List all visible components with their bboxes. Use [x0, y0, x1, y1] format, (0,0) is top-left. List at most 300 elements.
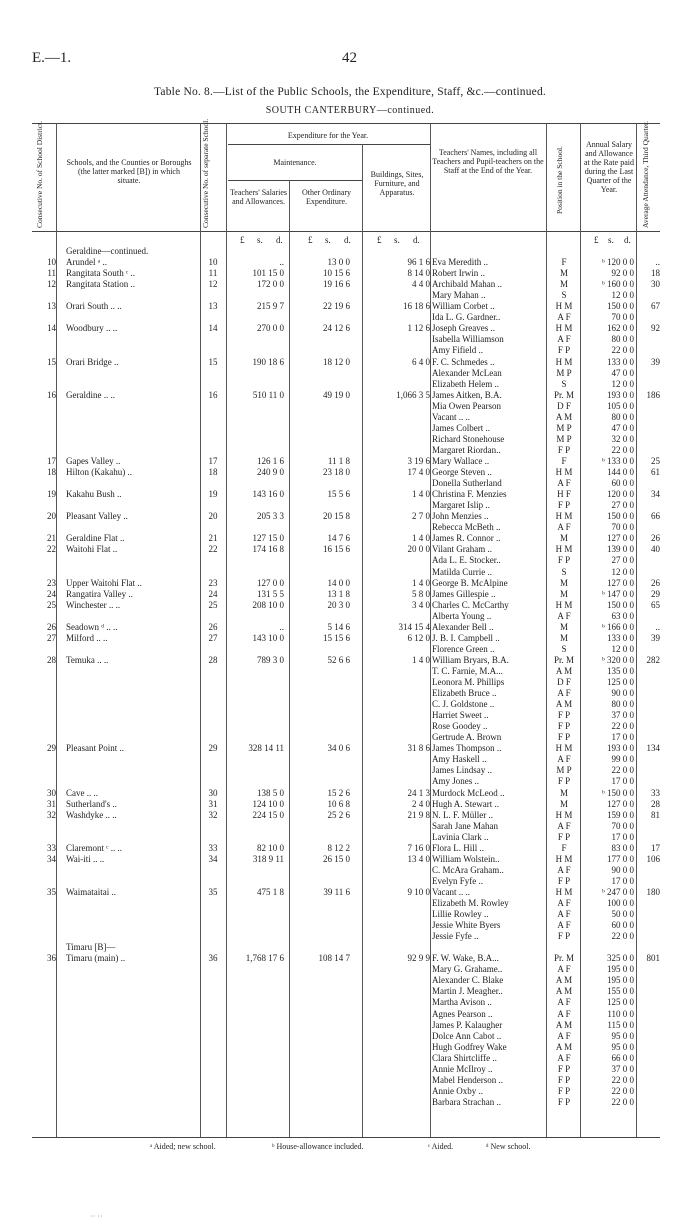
table-row [32, 600, 660, 611]
annual-salary: 66 0 0 [611, 1052, 634, 1063]
teacher-name: Rebecca McBeth .. [432, 522, 501, 533]
separate-school-number: 29 [208, 743, 218, 754]
separate-school-number: 19 [208, 489, 218, 500]
teacher-name: Elizabeth Bruce .. [432, 688, 497, 698]
table-row [32, 1086, 660, 1097]
annual-salary: 60 0 0 [611, 478, 634, 489]
row-number: 15 [47, 356, 56, 367]
position: M [559, 268, 568, 279]
position: A M [555, 1019, 573, 1030]
other-expenditure: 13 0 0 [327, 257, 350, 268]
other-expenditure: 19 16 6 [323, 279, 350, 290]
unit-oth-shilling: s. [325, 235, 331, 245]
teacher-name: Amy Haskell .. [432, 754, 487, 765]
table-row [32, 854, 660, 865]
teachers-salaries: 143 16 0 [252, 489, 284, 500]
teacher-name: Annie McIlroy .. [432, 1063, 493, 1074]
position: Pr. M [553, 953, 574, 964]
table-row [32, 555, 660, 566]
teacher-name: Hugh A. Stewart .. [432, 798, 499, 809]
position: F [561, 842, 567, 853]
position: M P [556, 433, 572, 444]
table-row [32, 788, 660, 799]
teacher-name: Gertrude A. Brown [432, 732, 502, 743]
annual-salary: 22 0 0 [611, 721, 634, 732]
teachers-salaries: 510 11 0 [252, 389, 284, 400]
buildings-expenditure: 1 4 0 [412, 577, 430, 588]
buildings-expenditure: 4 4 0 [412, 279, 430, 290]
table-row [32, 423, 660, 434]
average-attendance: 28 [651, 798, 660, 809]
table-bottom-rule [32, 1137, 660, 1138]
average-attendance: 17 [651, 842, 660, 853]
average-attendance: 65 [651, 599, 660, 610]
table-row [32, 567, 660, 578]
table-row [32, 644, 660, 655]
annual-salary: 150 0 0 [607, 301, 634, 312]
buildings-expenditure: 1 4 0 [412, 654, 430, 665]
teachers-salaries: 143 10 0 [252, 632, 284, 643]
teacher-name: Matilda Currie .. [432, 566, 492, 577]
teachers-salaries: 124 10 0 [252, 798, 284, 809]
other-expenditure: 20 15 8 [323, 511, 350, 522]
position: H M [555, 356, 573, 367]
annual-salary: 195 0 0 [607, 964, 634, 975]
buildings-expenditure: 1 4 0 [412, 533, 430, 544]
position: M [559, 632, 568, 643]
buildings-expenditure: 17 4 0 [407, 467, 430, 477]
average-attendance: .. [655, 257, 660, 268]
buildings-expenditure: 8 14 0 [407, 268, 430, 279]
expenditure-rule [228, 144, 430, 145]
table-row [32, 920, 660, 931]
average-attendance: 66 [651, 511, 660, 522]
teacher-name: Ida L. G. Gardner.. [432, 312, 501, 323]
position: A F [557, 334, 571, 345]
position: F P [557, 1096, 571, 1107]
teacher-name: Mary Wallace .. [432, 456, 490, 466]
separate-school-number: 17 [208, 456, 218, 466]
separate-school-number: 24 [208, 588, 218, 599]
teacher-name: Alberta Young .. [432, 610, 492, 621]
other-expenditure: 10 6 8 [327, 798, 350, 809]
buildings-expenditure: 1 12 6 [407, 323, 430, 334]
annual-salary: 17 0 0 [611, 875, 634, 886]
separate-school-number: 15 [208, 356, 218, 367]
teacher-name: Joseph Greaves .. [432, 323, 495, 334]
average-attendance: 39 [651, 632, 660, 643]
average-attendance: 282 [646, 654, 660, 665]
table-row [32, 776, 660, 787]
unit-bld-shilling: s. [394, 235, 400, 245]
teachers-salaries: 127 15 0 [252, 533, 284, 544]
position: H M [555, 511, 573, 522]
annual-salary: 120 0 0 [607, 489, 634, 500]
buildings-expenditure: 31 8 6 [407, 743, 430, 754]
table-row [32, 710, 660, 721]
position: H M [555, 323, 573, 334]
annual-salary: 12 0 0 [611, 566, 634, 577]
separate-school-number: 25 [208, 599, 218, 610]
position: A M [555, 986, 573, 997]
other-expenditure: 8 12 2 [327, 842, 350, 853]
position: H M [555, 809, 573, 820]
position: A F [557, 1008, 571, 1019]
teacher-name: Leonora M. Phillips [432, 677, 505, 687]
table-row [32, 666, 660, 677]
position: F P [557, 732, 571, 743]
table-row [32, 964, 660, 975]
buildings-expenditure: 6 12 0 [407, 632, 430, 643]
teachers-salaries: 101 15 0 [252, 268, 284, 279]
position: F P [557, 931, 571, 942]
teacher-name: John Menzies .. [432, 511, 489, 522]
teacher-name: James R. Connor .. [432, 533, 501, 544]
buildings-expenditure: 13 4 0 [407, 853, 430, 864]
table-row [32, 478, 660, 489]
position: M [559, 798, 568, 809]
teacher-name: Hugh Godfrey Wake [432, 1041, 507, 1052]
position: H F [557, 489, 571, 500]
teacher-name: Mary G. Grahame.. [432, 964, 503, 975]
other-expenditure: 15 5 6 [327, 489, 350, 500]
row-number: 26 [47, 621, 56, 632]
annual-salary: 63 0 0 [611, 610, 634, 621]
teacher-name: Martha Avison .. [432, 997, 492, 1008]
teacher-name: Alexander McLean [432, 367, 502, 378]
table-row [32, 865, 660, 876]
annual-salary: 17 0 0 [611, 776, 634, 787]
page-id: E.—1. [32, 50, 72, 66]
average-attendance: 801 [646, 953, 660, 964]
school-name: Pleasant Valley .. [66, 511, 128, 522]
annual-salary: 193 0 0 [607, 389, 634, 400]
annual-salary: 144 0 0 [607, 467, 634, 477]
teachers-salaries: 789 3 0 [257, 654, 284, 665]
table-row [32, 312, 660, 323]
other-expenditure: 22 19 6 [323, 301, 350, 312]
teachers-salaries: 1,768 17 6 [245, 953, 284, 964]
unit-ann-pence: d. [624, 235, 631, 245]
teachers-salaries: 240 9 0 [257, 467, 284, 477]
position: F P [557, 555, 571, 566]
school-name: Claremont ᶜ .. .. [66, 842, 123, 853]
hdr-teachers: Teachers' Names, including all Teachers and Pupil-teachers on the Staff at the End of the Year. [432, 148, 544, 175]
annual-salary: 95 0 0 [611, 1041, 634, 1052]
unit-bld-pound: £ [377, 235, 382, 245]
position: F P [557, 1063, 571, 1074]
buildings-expenditure: 2 7 0 [412, 511, 430, 522]
buildings-expenditure: 6 4 0 [412, 356, 430, 367]
position: M [559, 533, 568, 544]
separate-school-number: 22 [208, 544, 218, 555]
teachers-salaries: 82 10 0 [257, 842, 284, 853]
teachers-salaries: 318 9 11 [252, 853, 284, 864]
annual-salary: 325 0 0 [607, 953, 634, 964]
separate-school-number: 10 [208, 257, 218, 268]
buildings-expenditure: 3 4 0 [412, 599, 430, 610]
annual-salary: 135 0 0 [607, 665, 634, 676]
school-name: Geraldine .. .. [66, 389, 115, 400]
table-row [32, 721, 660, 732]
position: A M [555, 1041, 573, 1052]
average-attendance: 34 [651, 489, 660, 500]
annual-salary: 90 0 0 [611, 688, 634, 698]
table-row [32, 688, 660, 699]
teachers-salaries: 172 0 0 [257, 279, 284, 290]
other-expenditure: 24 12 6 [323, 323, 350, 334]
footnote-b: ᵇ House-allowance included. [272, 1142, 364, 1151]
teachers-salaries: 138 5 0 [257, 787, 284, 798]
teacher-name: Margaret Riordan.. [432, 444, 501, 455]
row-number: 29 [47, 743, 56, 754]
separate-school-number: 27 [208, 632, 218, 643]
annual-salary: 125 0 0 [607, 677, 634, 687]
position: F P [557, 1085, 571, 1096]
table-row [32, 743, 660, 754]
position: A M [555, 975, 573, 986]
annual-salary: 50 0 0 [611, 909, 634, 919]
school-name: Orari South .. .. [66, 301, 122, 312]
row-number: 17 [47, 456, 56, 466]
row-number: 13 [47, 301, 56, 312]
separate-school-number: 35 [208, 886, 218, 897]
teacher-name: Barbara Strachan .. [432, 1096, 501, 1107]
separate-school-number: 34 [208, 853, 218, 864]
annual-salary: 70 0 0 [611, 820, 634, 831]
average-attendance: 39 [651, 356, 660, 367]
school-name: Rangatira Valley .. [66, 588, 133, 599]
other-expenditure: 15 2 6 [327, 787, 350, 798]
annual-salary: ᵇ 147 0 0 [601, 588, 634, 599]
annual-salary: 99 0 0 [611, 754, 634, 765]
annual-salary: 12 0 0 [611, 290, 634, 301]
position: H M [555, 886, 573, 897]
teacher-name: Christina F. Menzies [432, 489, 507, 500]
school-name: Winchester .. .. [66, 599, 121, 610]
school-name: Sutherland's .. [66, 798, 117, 809]
position: F P [557, 444, 571, 455]
average-attendance: 134 [646, 743, 660, 754]
unit-sal-pence: d. [276, 235, 283, 245]
annual-salary: ᵇ 166 0 0 [601, 621, 634, 632]
hdr-other: Other Ordinary Expenditure. [301, 188, 352, 206]
footnote-a: ᵃ Aided; new school. [150, 1142, 216, 1151]
row-number: 32 [47, 809, 56, 820]
annual-salary: 22 0 0 [611, 345, 634, 356]
teacher-name: F. C. Schmedes .. [432, 356, 495, 367]
position: A F [557, 920, 571, 931]
position: A F [557, 688, 571, 698]
table-row [32, 268, 660, 279]
table-row [32, 677, 660, 688]
table-row [32, 246, 660, 257]
teacher-name: William Bryars, B.A. [432, 654, 509, 665]
annual-salary: 133 0 0 [607, 356, 634, 367]
annual-salary: 80 0 0 [611, 334, 634, 345]
teacher-name: Amy Jones .. [432, 776, 479, 787]
school-name: Woodbury .. .. [66, 323, 118, 334]
teacher-name: William Wolstein.. [432, 853, 500, 864]
buildings-expenditure: 7 16 0 [407, 842, 430, 853]
teachers-salaries: 127 0 0 [257, 577, 284, 588]
separate-school-number: 14 [208, 323, 218, 334]
position: S [561, 566, 567, 577]
position: A F [557, 909, 571, 919]
school-name: Hilton (Kakahu) .. [66, 467, 132, 477]
other-expenditure: 23 18 0 [323, 467, 350, 477]
separate-school-number: 18 [208, 467, 218, 477]
school-name: Wai-iti .. .. [66, 853, 105, 864]
average-attendance: 29 [651, 588, 660, 599]
table-row [32, 953, 660, 964]
position: H M [555, 743, 573, 754]
teacher-name: Harriet Sweet .. [432, 710, 489, 721]
header-bottom-rule [32, 231, 660, 232]
annual-salary: 22 0 0 [611, 931, 634, 942]
unit-sal-shilling: s. [257, 235, 263, 245]
table-row [32, 810, 660, 821]
teacher-name: N. L. F. Müller .. [432, 809, 494, 820]
annual-salary: ᵇ 247 0 0 [601, 886, 634, 897]
teacher-name: Evelyn Fyfe .. [432, 875, 483, 886]
buildings-expenditure: 20 0 0 [407, 544, 430, 555]
table-row [32, 931, 660, 942]
position: A F [557, 312, 571, 323]
annual-salary: 27 0 0 [611, 555, 634, 566]
maintenance-rule [228, 180, 362, 181]
page-number: 42 [342, 50, 357, 66]
other-expenditure: 13 1 8 [327, 588, 350, 599]
other-expenditure: 20 3 0 [327, 599, 350, 610]
row-number: 35 [47, 886, 56, 897]
separate-school-number: 30 [208, 787, 218, 798]
hdr-schools: Schools, and the Counties or Boroughs (the latter marked [B]) in which situate. [66, 158, 192, 185]
annual-salary: 115 0 0 [607, 1019, 634, 1030]
position: F P [557, 875, 571, 886]
position: A F [557, 478, 571, 489]
annual-salary: 159 0 0 [607, 809, 634, 820]
position: A F [557, 1052, 571, 1063]
teacher-name: Isabella Williamson [432, 334, 504, 345]
position: M [559, 279, 568, 290]
table-row [32, 578, 660, 589]
teacher-name: Clara Shirtcliffe .. [432, 1052, 497, 1063]
table-row [32, 456, 660, 467]
annual-salary: 17 0 0 [611, 732, 634, 743]
position: S [561, 378, 567, 389]
separate-school-number: 23 [208, 577, 218, 588]
average-attendance: 25 [651, 456, 660, 466]
teacher-name: Rose Goodey .. [432, 721, 488, 732]
position: F P [557, 345, 571, 356]
annual-salary: 70 0 0 [611, 312, 634, 323]
table-row [32, 821, 660, 832]
position: D F [557, 677, 571, 687]
page-edge-marks: ·· ·· [90, 1212, 103, 1221]
teacher-name: Martin J. Meagher.. [432, 986, 503, 997]
unit-oth-pence: d. [344, 235, 351, 245]
teacher-name: Florence Green .. [432, 643, 495, 654]
table-row [32, 522, 660, 533]
table-row [32, 323, 660, 334]
row-number: 34 [47, 853, 56, 864]
position: M P [556, 367, 572, 378]
table-row [32, 997, 660, 1008]
school-name: Waimataitai .. [66, 886, 117, 897]
annual-salary: 155 0 0 [607, 986, 634, 997]
position: Pr. M [553, 389, 574, 400]
table-row [32, 799, 660, 810]
separate-school-number: 12 [208, 279, 218, 290]
position: M [559, 588, 568, 599]
teacher-name: James Thompson .. [432, 743, 502, 754]
teacher-name: James P. Kalaugher [432, 1019, 503, 1030]
table-row [32, 942, 660, 953]
position: A F [557, 964, 571, 975]
average-attendance: 30 [651, 279, 660, 290]
buildings-expenditure: 1,066 3 5 [396, 389, 430, 400]
annual-salary: 47 0 0 [611, 422, 634, 433]
teachers-salaries: .. [279, 257, 284, 268]
school-name: Washdyke .. .. [66, 809, 117, 820]
unit-ann-shilling: s. [608, 235, 614, 245]
table-row [32, 533, 660, 544]
unit-sal-pound: £ [240, 235, 245, 245]
row-number: 18 [47, 467, 56, 477]
annual-salary: 195 0 0 [607, 975, 634, 986]
hdr-expenditure: Expenditure for the Year. [287, 131, 369, 140]
average-attendance: .. [655, 621, 660, 632]
annual-salary: 17 0 0 [611, 831, 634, 842]
average-attendance: 61 [651, 467, 660, 477]
teacher-name: F. W. Wake, B.A... [432, 953, 499, 964]
annual-salary: 12 0 0 [611, 643, 634, 654]
table-row [32, 390, 660, 401]
footnote-d: ᵈ New school. [486, 1142, 531, 1151]
table-row [32, 622, 660, 633]
teacher-name: Donella Sutherland [432, 478, 502, 489]
table-row [32, 1053, 660, 1064]
row-number: 12 [47, 279, 56, 290]
teacher-name: Ada L. E. Stocker.. [432, 555, 501, 566]
table-row [32, 975, 660, 986]
teacher-name: Vacant .. .. [432, 886, 470, 897]
table-title: Table No. 8.—List of the Public Schools, the Expenditure, Staff, &c.—continued. [154, 86, 546, 98]
row-number: 23 [47, 577, 56, 588]
school-name: Cave .. .. [66, 787, 98, 798]
table-row [32, 445, 660, 456]
average-attendance: 40 [651, 544, 660, 555]
teachers-salaries: 205 3 3 [257, 511, 284, 522]
table-row [32, 412, 660, 423]
teacher-name: Flora L. Hill .. [432, 842, 484, 853]
school-name: Rangitata South ᶜ .. [66, 268, 136, 279]
separate-school-number: 26 [208, 621, 218, 632]
buildings-expenditure: 1 4 0 [412, 489, 430, 500]
annual-salary: 22 0 0 [611, 1096, 634, 1107]
other-expenditure: 14 7 6 [327, 533, 350, 544]
table-row [32, 986, 660, 997]
position: A M [555, 699, 573, 709]
school-name: Pleasant Point .. [66, 743, 124, 754]
annual-salary: 27 0 0 [611, 500, 634, 511]
annual-salary: 60 0 0 [611, 920, 634, 931]
teachers-salaries: 270 0 0 [257, 323, 284, 334]
table-row [32, 699, 660, 710]
teacher-name: T. C. Farnie, M.A... [432, 665, 503, 676]
other-expenditure: 52 6 6 [327, 654, 350, 665]
